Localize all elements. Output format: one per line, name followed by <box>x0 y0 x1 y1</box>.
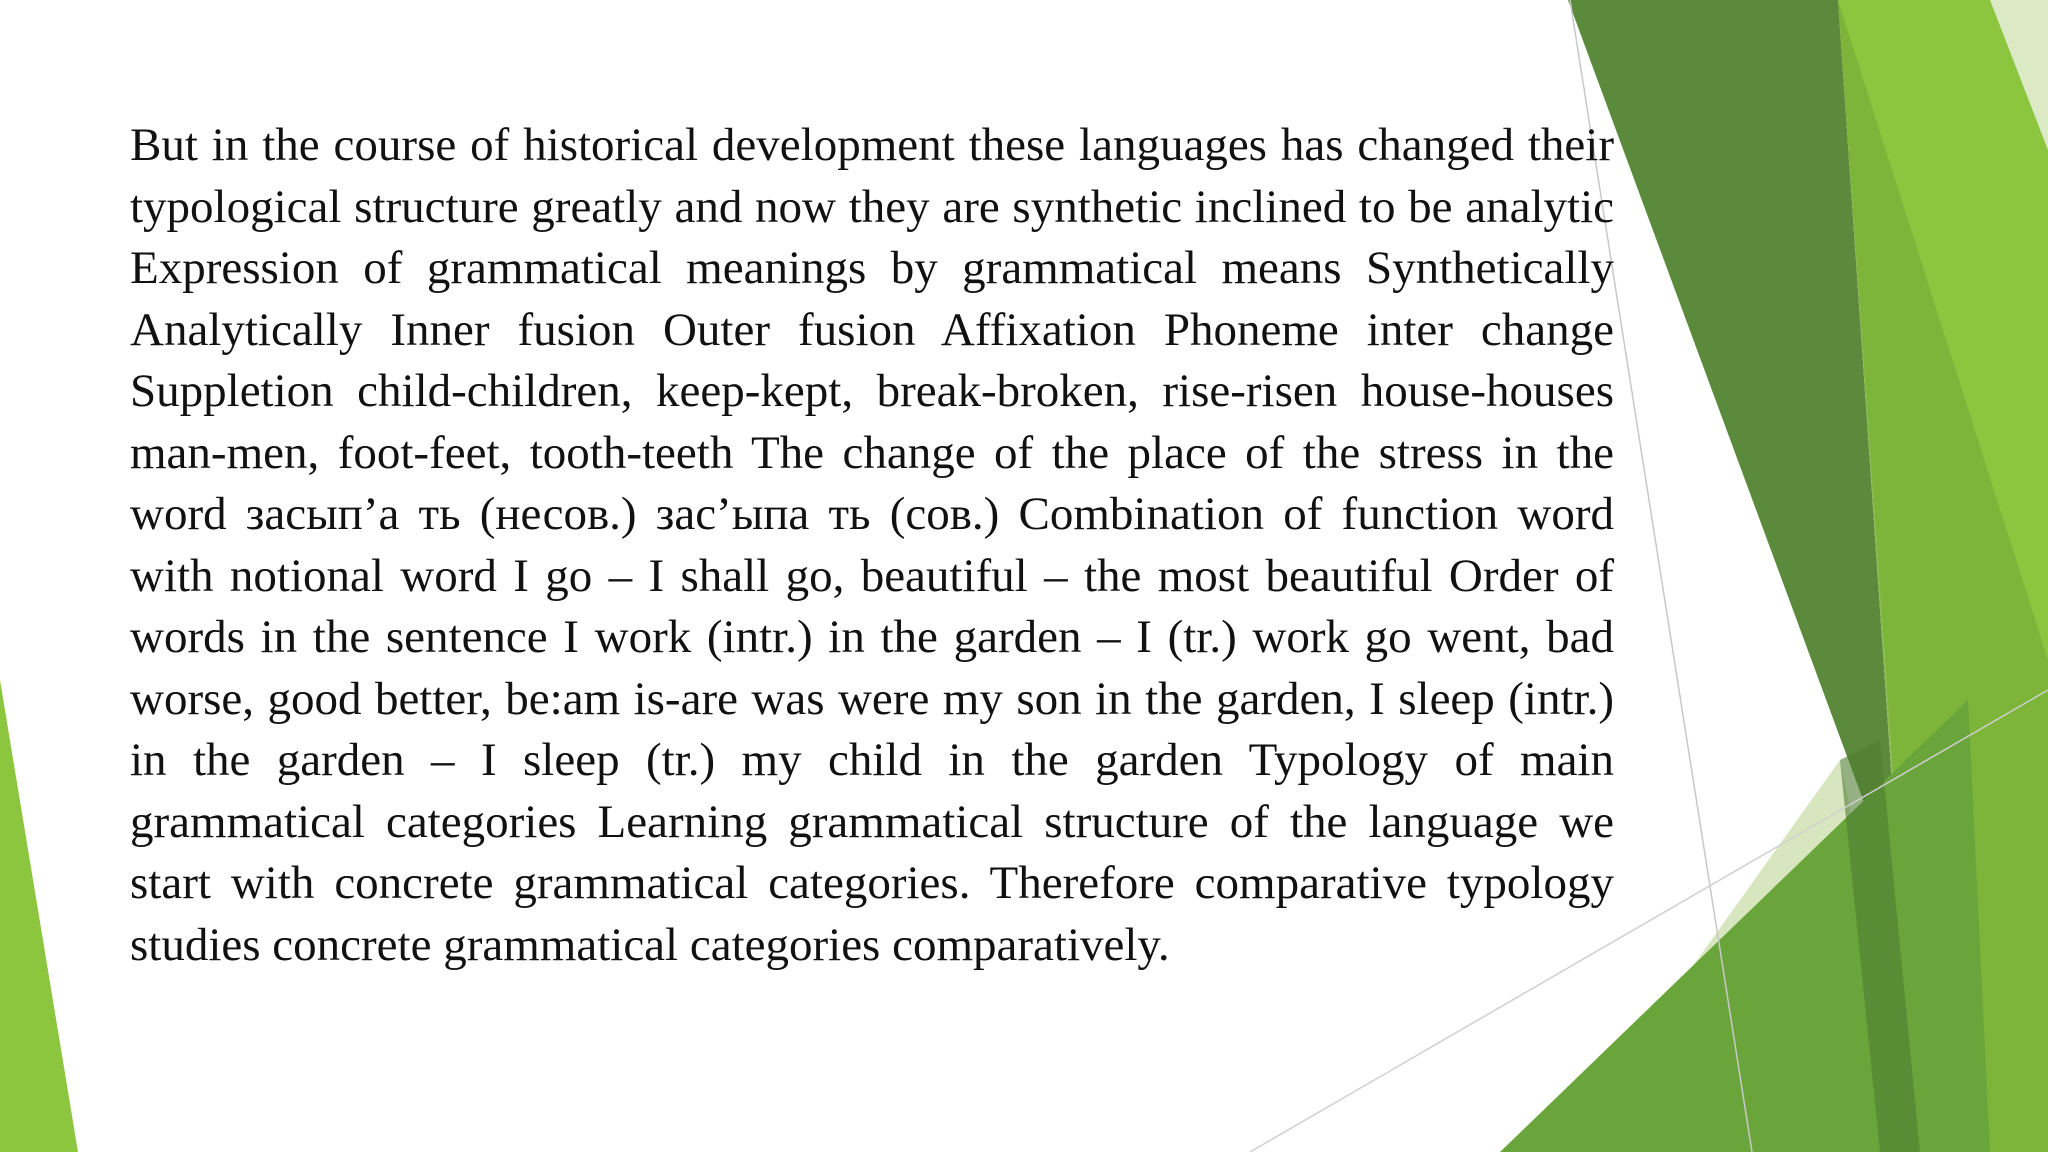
left-green-sliver <box>0 680 78 1152</box>
slide-body-text: But in the course of historical development these languages has changed their typological structure greatly and now they are synthetic inclined to be analytic Expression of grammatical meanings by grammatical means Synthetically Analytically Inner fusion Outer fusion Affixation Phoneme inter change Suppletion child-children, keep-kept, break-broken, rise-risen house-houses man-men, foot-feet, tooth-teeth The change of the place of the stress in the word засып’а ть (несов.) зас’ыпа ть (сов.) Combination of function word with notional word I go – I shall go, beautiful – the most beautiful Order of words in the sentence I work (intr.) in the garden – I (tr.) work go went, bad worse, good better, be:am is-are was were my son in the garden, I sleep (intr.) in the garden – I sleep (tr.) my child in the garden Typology of main grammatical categories Learning grammatical structure of the language we start with concrete grammatical categories. Therefore comparative typology studies concrete grammatical categories comparatively. <box>130 119 1614 971</box>
